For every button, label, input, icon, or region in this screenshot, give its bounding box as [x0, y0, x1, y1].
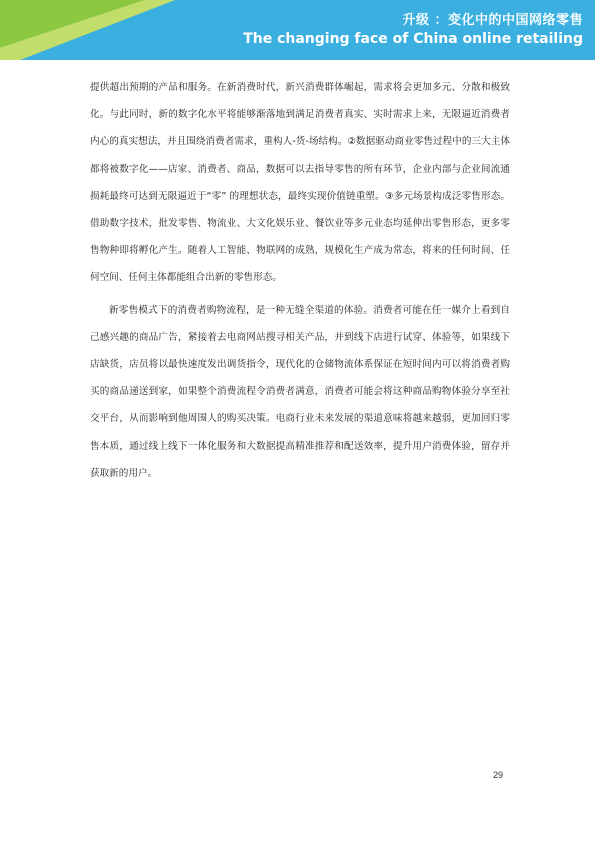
header-banner	[0, 0, 595, 60]
paragraph-2: 新零售模式下的消费者购物流程，是一种无缝全渠道的体验。消费者可能在任一媒介上看到自己感兴趣的商品广告，紧接着去电商网站搜寻相关产品，并到线下店进行试穿、体验等，如果线下店缺货，店员将以最快速度发出调货指令，现代化的仓储物流体系保证在短时间内可以将消费者购买的商品递送到家，如果整个消费流程令消费者满意，消费者可能会将这种商品购物体验分享至社交平台，从而影响到他周围人的购买决策。电商行业未来发展的渠道意味将越来越弱，更加回归零售本质，通过线上线下一体化服务和大数据提高精准推荐和配送效率，提升用户消费体验，留存并获取新的用户。	[90, 304, 510, 479]
header-title-en: The changing face of China online retailing	[243, 31, 583, 47]
paragraph-1: 提供超出预期的产品和服务。在新消费时代，新兴消费群体崛起，需求将会更加多元、分散和极致化。与此同时，新的数字化水平将能够渐落地到满足消费者真实、实时需求上来，无限逼近消费者内心的真实想法，并且围绕消费者需求，重构人-货-场结构。②数据驱动商业零售过程中的三大主体都将被数字化——店家、消费者、商品，数据可以去指导零售的所有环节，企业内部与企业间流通损耗最终可达到无限逼近于“零” 的理想状态，最终实现价值链重塑。③多元场景构成泛零售形态。借助数字技术，批发零售、物流业、大文化娱乐业、餐饮业等多元业态均延伸出零售形态，更多零售物种即将孵化产生。随着人工智能、物联网的成熟，规模化生产成为常态，将来的任何时间、任何空间、任何主体都能组合出新的零售形态。	[90, 82, 510, 284]
header-title-cn: 升级 ：变化中的中国网络零售	[402, 13, 583, 28]
page-number: 29	[493, 770, 504, 780]
body-text	[90, 74, 510, 487]
